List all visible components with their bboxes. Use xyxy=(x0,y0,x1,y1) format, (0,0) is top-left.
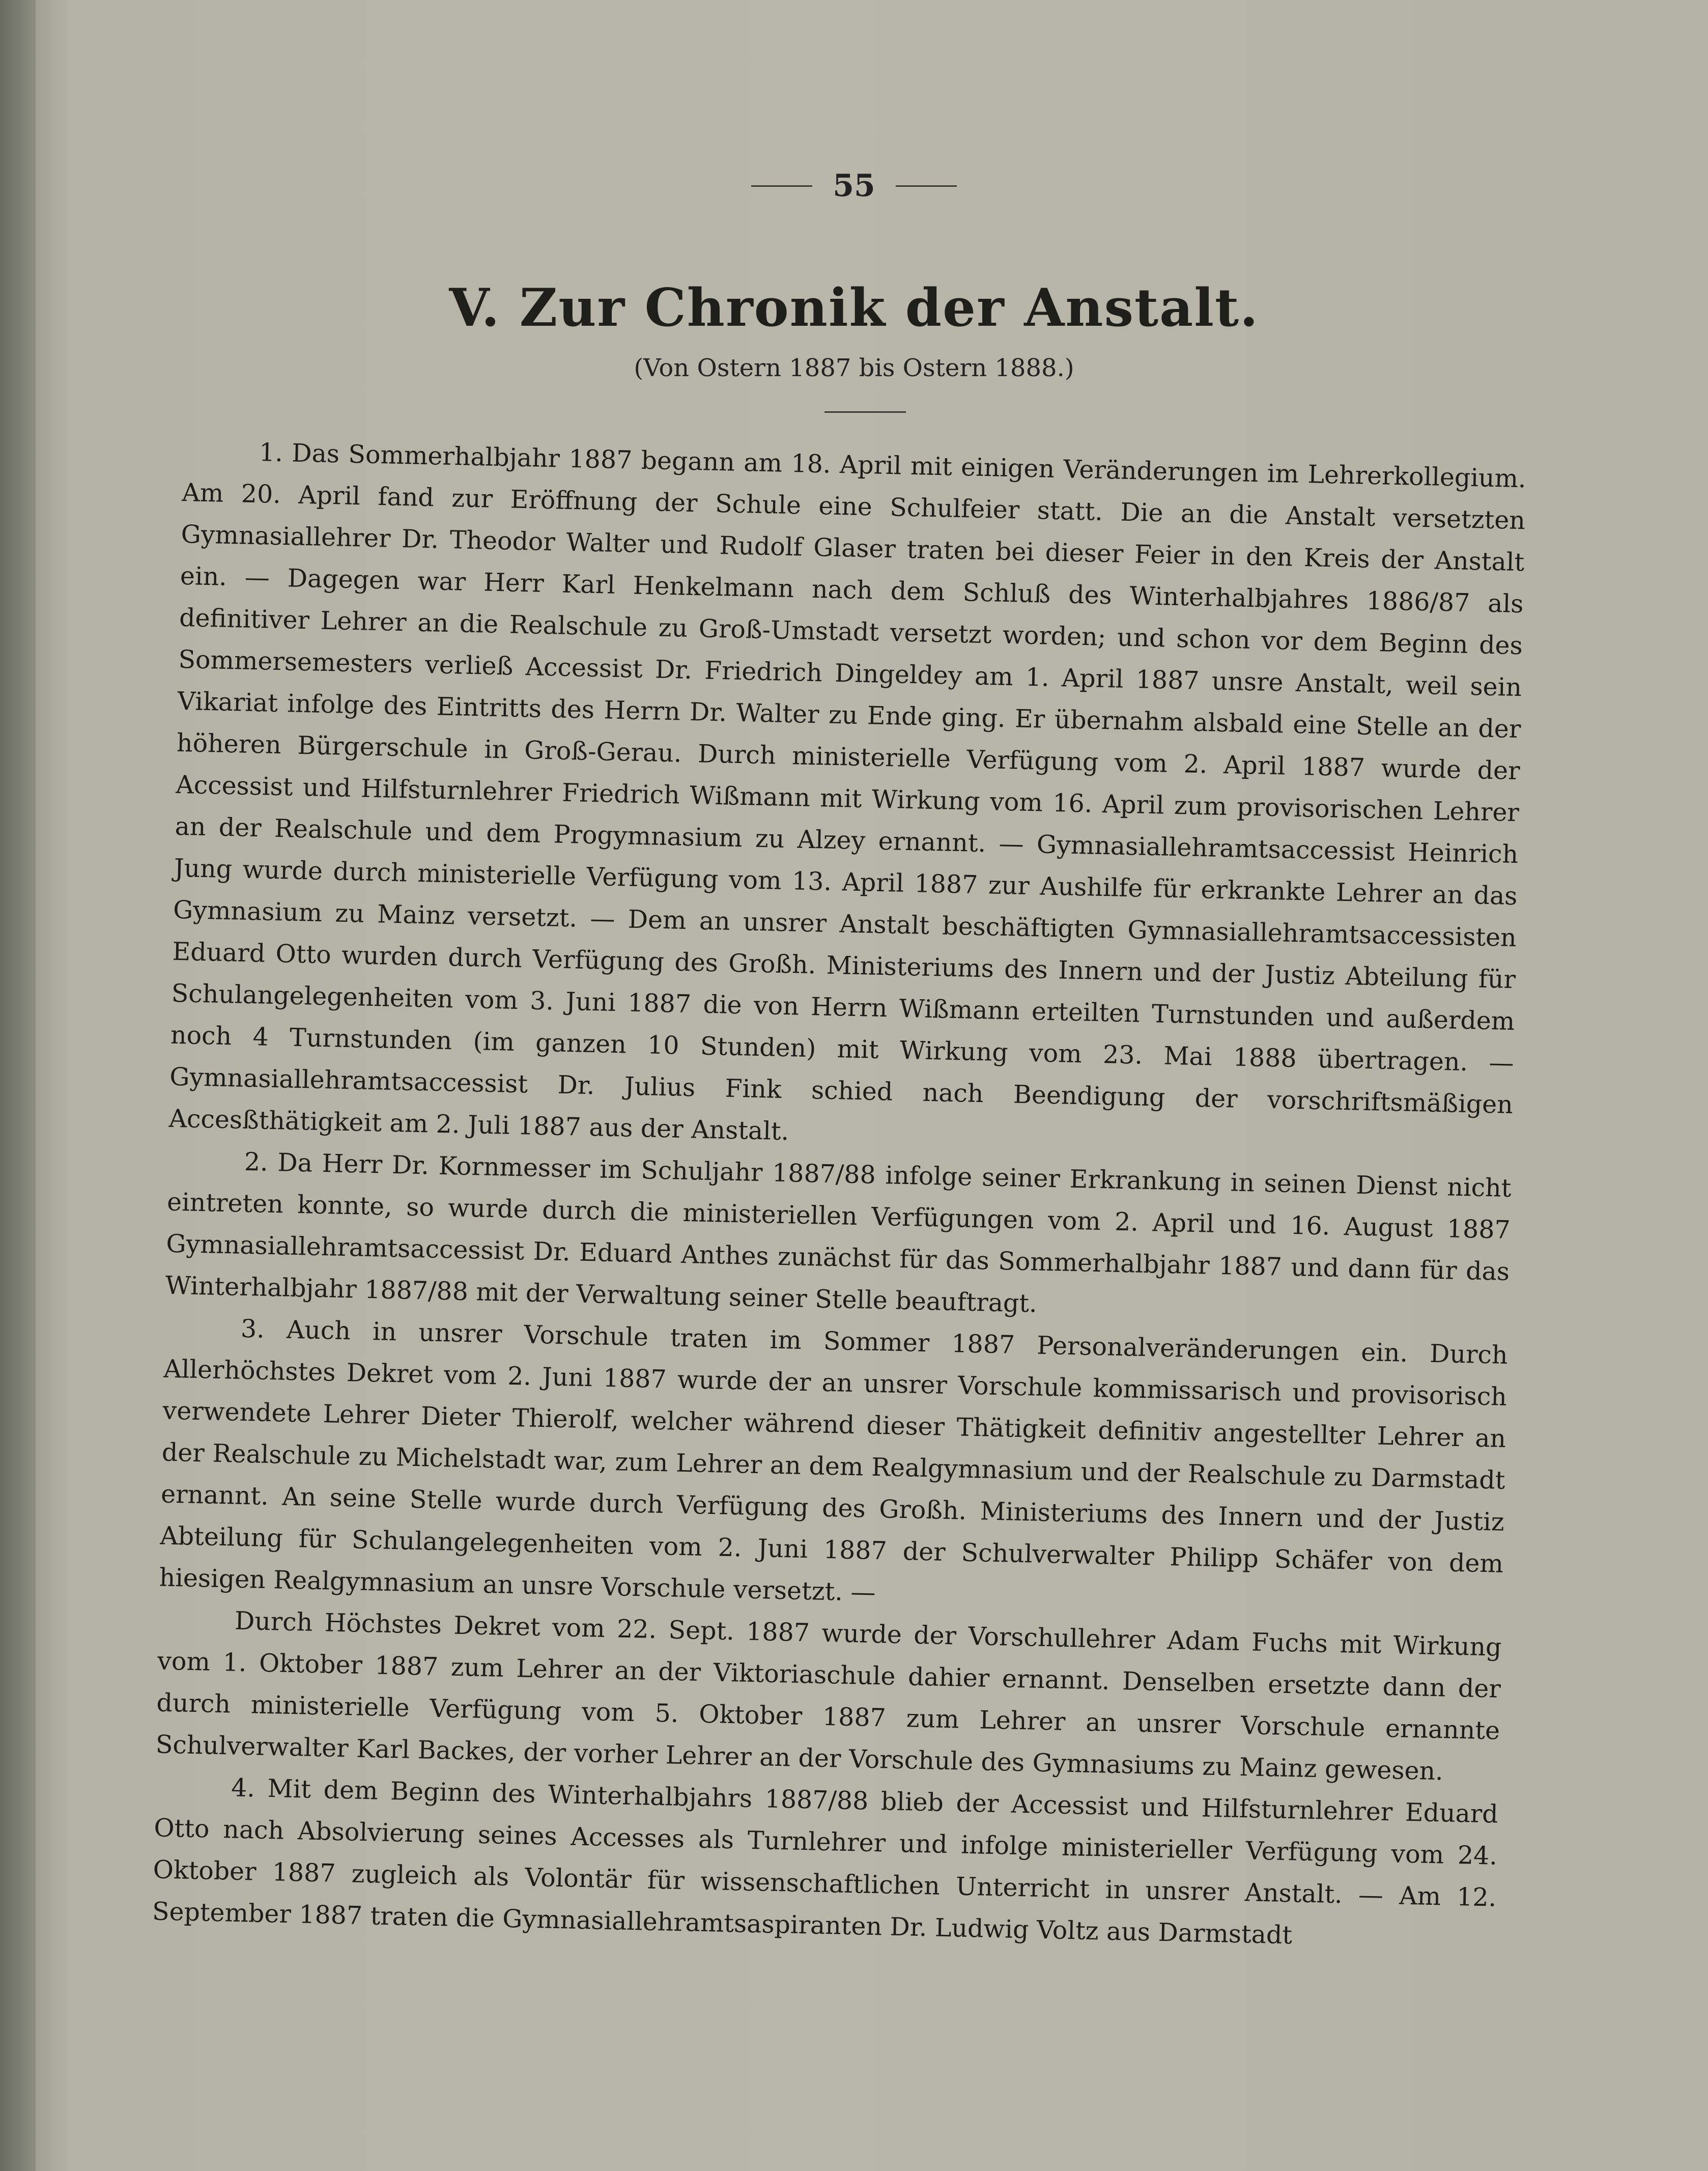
chapter-title: V. Zur Chronik der Anstalt. xyxy=(449,277,1259,339)
paragraph-4: 4. Mit dem Beginn des Winterhalbjahrs 1887/88 blieb der Accessist und Hilfsturnlehrer Eduard Otto nach Absolvierung seines Accesses als Turnlehrer und infolge ministerieller Verfügung vom 24. Oktober 1887 zugleich als Volontär für wissenschaftlichen Unterricht in unsrer Anstalt. — Am 12. September 1887 traten die Gymnasiallehramtsaspiranten Dr. Ludwig Voltz aus Darmstadt xyxy=(152,1773,1499,1950)
body-text xyxy=(152,430,1526,1961)
paragraph-1: 1. Das Sommerhalbjahr 1887 begann am 18. April mit einigen Veränderungen im Lehrerkollegium. Am 20. April fand zur Eröffnung der Schule eine Schulfeier statt. Die an die Anstalt versetzten Gymnasiallehrer Dr. Theodor Walter und Rudolf Glaser traten bei dieser Feier in den Kreis der Anstalt ein. — Dagegen war Herr Karl Henkelmann nach dem Schluß des Winterhalbjahres 1886/87 als definitiver Lehrer an die Realschule zu Groß-Umstadt versetzt worden; und schon vor dem Beginn des Sommersemesters verließ Accessist Dr. Friedrich Dingeldey am 1. April 1887 unsre Anstalt, weil sein Vikariat infolge des Eintritts des Herrn Dr. Walter zu Ende ging. Er übernahm alsbald eine Stelle an der höheren Bürgerschule in Groß-Gerau. Durch ministerielle Verfügung vom 2. April 1887 wurde der Accessist und Hilfsturnlehrer Friedrich Wißmann mit Wirkung vom 16. April zum provisorischen Lehrer an der Realschule und dem Progymnasium zu Alzey ernannt. — Gymnasiallehramtsaccessist Heinrich Jung wurde durch ministerielle Verfügung vom 13. April 1887 zur Aushilfe für erkrankte Lehrer an das Gymnasium zu Mainz versetzt. — Dem an unsrer Anstalt beschäftigten Gymnasiallehramtsaccessisten Eduard Otto wurden durch Verfügung des Großh. Ministeriums des Innern und der Justiz Abteilung für Schulangelegenheiten vom 3. Juni 1887 die von Herrn Wißmann erteilten Turnstunden und außerdem noch 4 Turnstunden (im ganzen 10 Stunden) mit Wirkung vom 23. Mai 1888 übertragen. — Gymnasiallehramtsaccessist Dr. Julius Fink schied nach Beendigung der vorschriftsmäßigen Accesßthätigkeit am 2. Juli 1887 aus der Anstalt. xyxy=(168,438,1527,1146)
paragraph-2: 2. Da Herr Dr. Kornmesser im Schuljahr 1887/88 infolge seiner Erkrankung in seinen Dienst nicht eintreten konnte, so wurde durch die ministeriellen Verfügungen vom 2. April und 16. August 1887 Gymnasiallehramtsaccessist Dr. Eduard Anthes zunächst für das Sommerhalbjahr 1887 und dann für das Winterhalbjahr 1887/88 mit der Verwaltung seiner Stelle beauftragt. xyxy=(165,1147,1512,1318)
left-rule xyxy=(751,185,812,187)
title-divider xyxy=(824,411,906,413)
chapter-subtitle: (Von Ostern 1887 bis Ostern 1888.) xyxy=(634,354,1074,382)
paragraph-3: 3. Auch in unsrer Vorschule traten im Sommer 1887 Personalveränderungen ein. Durch Allerhöchstes Dekret vom 2. Juni 1887 wurde der an unsrer Vorschule kommissarisch und provisorisch verwendete Lehrer Dieter Thierolf, welcher während dieser Thätigkeit definitiv angestellter Lehrer an der Realschule zu Michelstadt war, zum Lehrer an dem Realgymnasium und der Realschule zu Darmstadt ernannt. An seine Stelle wurde durch Verfügung des Großh. Ministeriums des Innern und der Justiz Abteilung für Schulangelegenheiten vom 2. Juni 1887 der Schulverwalter Philipp Schäfer von dem hiesigen Realgymnasium an unsre Vorschule versetzt. — xyxy=(159,1314,1508,1607)
page-header xyxy=(0,168,1708,204)
page-number: 55 xyxy=(833,168,875,204)
right-rule xyxy=(896,185,957,187)
paragraph-3b: Durch Höchstes Dekret vom 22. Sept. 1887 wurde der Vorschullehrer Adam Fuchs mit Wirkung vom 1. Oktober 1887 zum Lehrer an der Viktoriaschule dahier ernannt. Denselben ersetzte dann der durch ministerielle Verfügung vom 5. Oktober 1887 zum Lehrer an unsrer Vorschule ernannte Schulverwalter Karl Backes, der vorher Lehrer an der Vorschule des Gymnasiums zu Mainz gewesen. xyxy=(155,1606,1502,1786)
page-number-row xyxy=(751,168,957,204)
